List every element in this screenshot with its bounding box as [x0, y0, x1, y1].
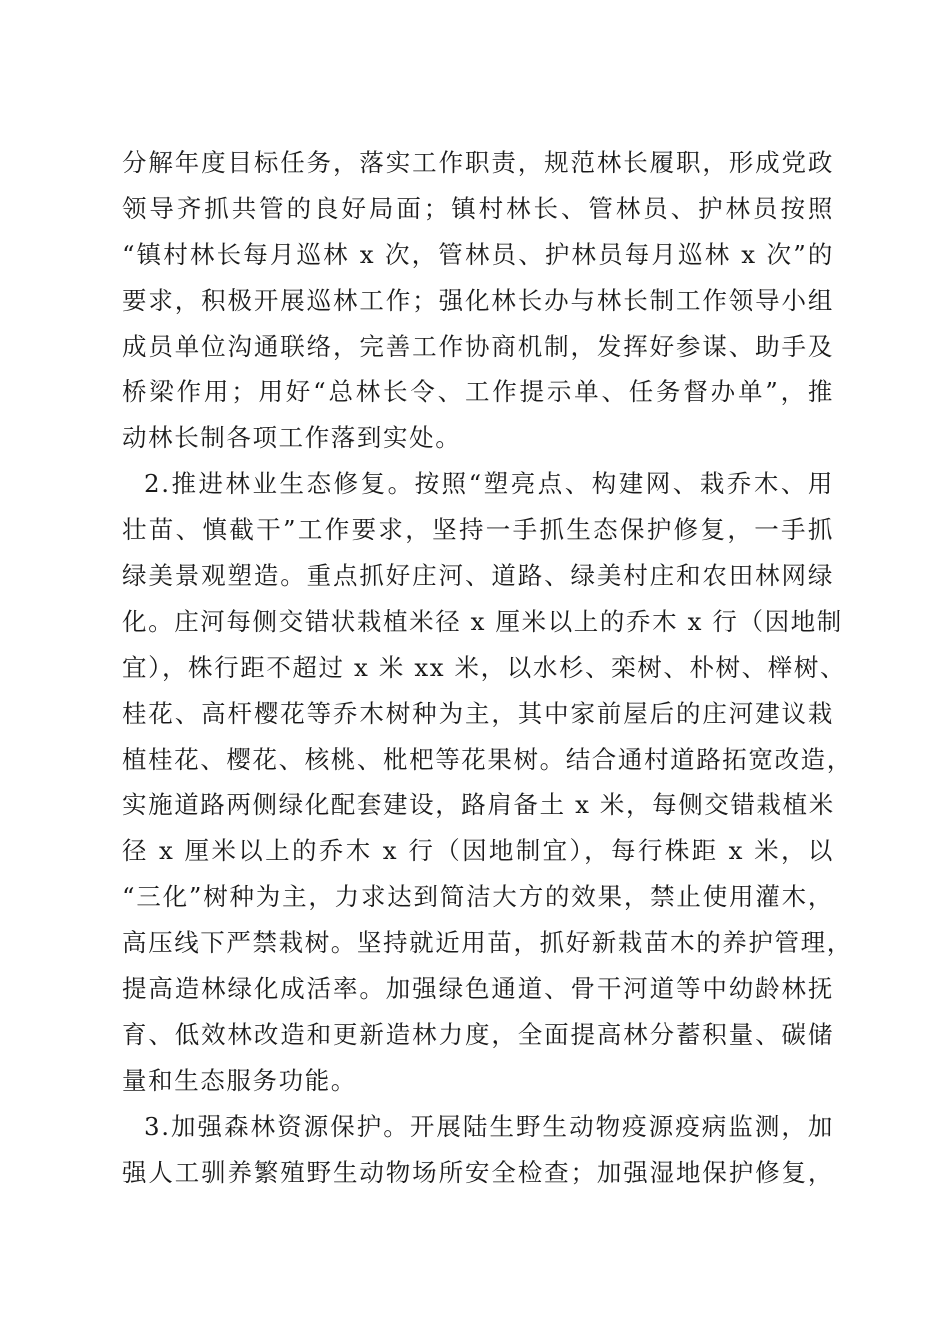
text-line: 植桂花、樱花、核桃、枇杷等花果树。结合通村道路拓宽改造， — [122, 744, 853, 774]
text-line: 桂花、高杆樱花等乔木树种为主，其中家前屋后的庄河建议栽 — [122, 698, 834, 728]
text-line: 动林长制各项工作落到实处。 — [122, 423, 462, 453]
text-line: “三化”树种为主，力求达到简洁大方的效果，禁止使用灌木， — [122, 882, 834, 912]
text-line: 径 x 厘米以上的乔木 x 行（因地制宜），每行株距 x 米，以 — [122, 836, 834, 866]
text-line: 要求，积极开展巡林工作；强化林长办与林长制工作领导小组 — [122, 285, 834, 315]
body-text — [122, 140, 853, 1195]
text-line: 强人工驯养繁殖野生动物场所安全检查；加强湿地保护修复， — [122, 1157, 834, 1187]
text-line: 分解年度目标任务，落实工作职责，规范林长履职，形成党政 — [122, 148, 834, 177]
text-line: 壮苗、慎截干”工作要求，坚持一手抓生态保护修复，一手抓 — [122, 515, 834, 545]
text-line: 2.推进林业生态修复。按照“塑亮点、构建网、栽乔木、用 — [144, 469, 834, 499]
text-line: 实施道路两侧绿化配套建设，路肩备土 x 米，每侧交错栽植米 — [122, 790, 835, 820]
text-line: 量和生态服务功能。 — [122, 1065, 357, 1095]
text-line: 化。庄河每侧交错状栽植米径 x 厘米以上的乔木 x 行（因地制 — [122, 606, 843, 636]
text-line: 高压线下严禁栽树。坚持就近用苗，抓好新栽苗木的养护管理， — [122, 928, 853, 958]
paragraph-2 — [122, 461, 853, 1103]
text-line: 育、低效林改造和更新造林力度，全面提高林分蓄积量、碳储 — [122, 1019, 834, 1049]
text-line: “镇村林长每月巡林 x 次，管林员、护林员每月巡林 x 次”的 — [122, 239, 834, 269]
text-line: 领导齐抓共管的良好局面；镇村林长、管林员、护林员按照 — [122, 193, 834, 223]
text-line: 绿美景观塑造。重点抓好庄河、道路、绿美村庄和农田林网绿 — [122, 561, 834, 591]
text-line: 桥梁作用；用好“总林长令、工作提示单、任务督办单”，推 — [122, 377, 834, 407]
text-line: 成员单位沟通联络，完善工作协商机制，发挥好参谋、助手及 — [122, 331, 834, 361]
text-line: 宜），株行距不超过 x 米 xx 米，以水杉、栾树、朴树、榉树、 — [122, 652, 847, 682]
paragraph-3 — [122, 1104, 834, 1196]
text-line: 3.加强森林资源保护。开展陆生野生动物疫源疫病监测，加 — [144, 1111, 834, 1141]
paragraph-1 — [122, 140, 834, 461]
text-line: 提高造林绿化成活率。加强绿色通道、骨干河道等中幼龄林抚 — [122, 974, 834, 1004]
